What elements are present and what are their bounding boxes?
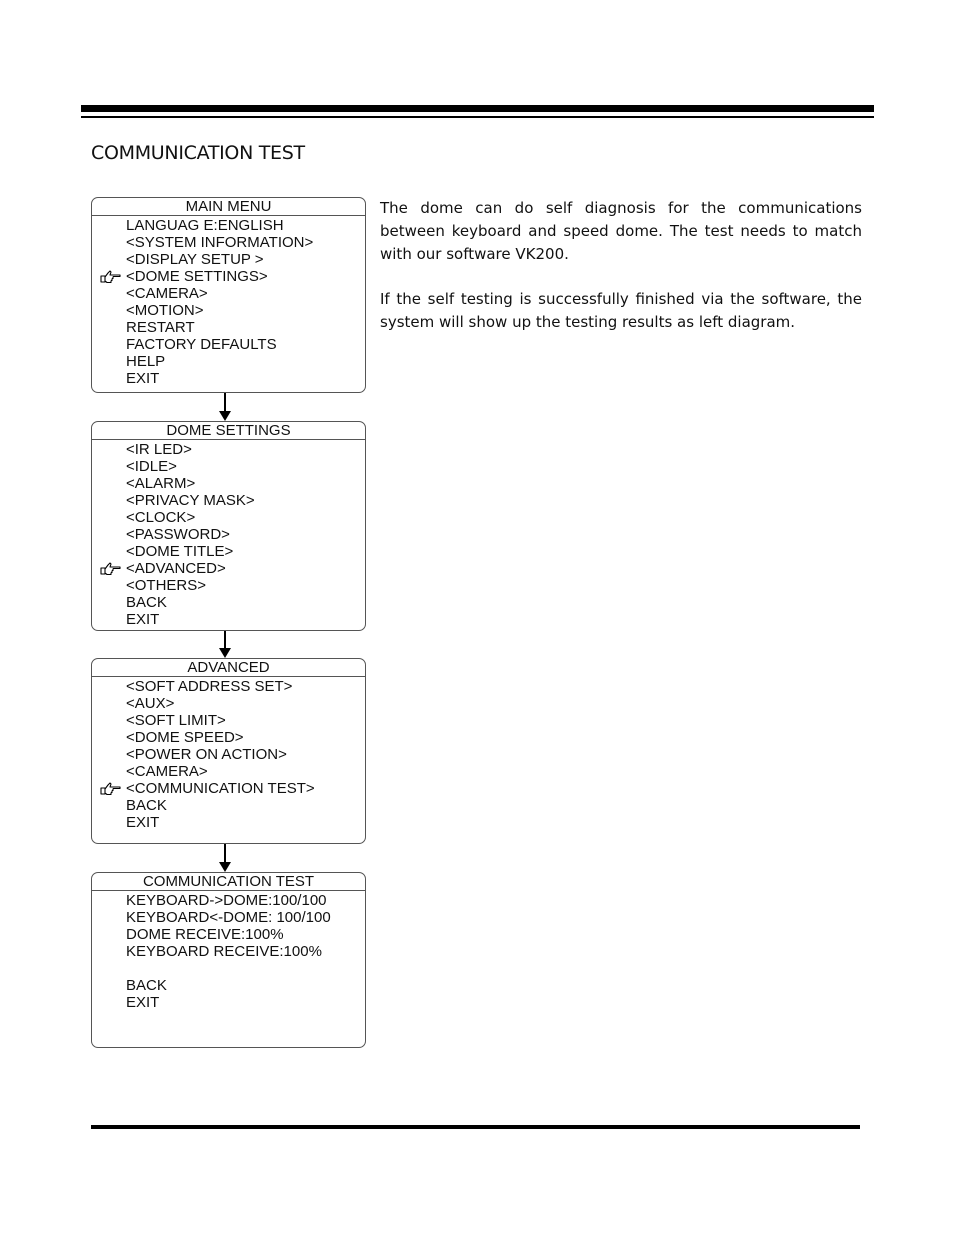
dome-settings-panel [91,421,366,631]
menu-item-camera[interactable]: <CAMERA> [126,763,208,780]
main-menu-title: MAIN MENU [92,198,365,216]
description [380,197,862,356]
menu-item-ir-led[interactable]: <IR LED> [126,441,192,458]
menu-item-back[interactable]: BACK [126,594,167,611]
menu-item-help[interactable]: HELP [126,353,166,370]
menu-item-restart[interactable]: RESTART [126,319,195,336]
menu-item-label: <COMMUNICATION TEST> [126,780,315,797]
advanced-title: ADVANCED [92,659,365,677]
pointing-hand-icon [100,782,122,796]
description-paragraph-1: The dome can do self diagnosis for the communications between keyboard and speed dome. The test needs to match with our software VK200. [380,199,862,263]
header-rule-thin [81,116,874,118]
menu-item-back[interactable]: BACK [126,977,167,994]
result-keyboard-receive: KEYBOARD RECEIVE:100% [126,943,322,960]
menu-item-language[interactable]: LANGUAG E:ENGLISH [126,217,284,234]
menu-item-back[interactable]: BACK [126,797,167,814]
communication-test-title: COMMUNICATION TEST [92,873,365,891]
menu-item-dome-title[interactable]: <DOME TITLE> [126,543,234,560]
menu-item-label: <DOME SETTINGS> [126,268,268,285]
communication-test-list [92,891,365,1011]
header-rule-thick [81,105,874,112]
menu-item-camera[interactable]: <CAMERA> [126,285,208,302]
menu-item-clock[interactable]: <CLOCK> [126,509,196,526]
menu-item-alarm[interactable]: <ALARM> [126,475,196,492]
menu-item-communication-test[interactable] [92,780,365,797]
menu-item-factory-defaults[interactable]: FACTORY DEFAULTS [126,336,277,353]
arrow-down-icon [219,844,231,872]
description-paragraph-2: If the self testing is successfully finished via the software, the system will show up the testing results as left diagram. [380,290,862,331]
menu-item-power-on-action[interactable]: <POWER ON ACTION> [126,746,287,763]
menu-item-soft-limit[interactable]: <SOFT LIMIT> [126,712,226,729]
section-title: COMMUNICATION TEST [91,142,305,164]
menu-item-privacy-mask[interactable]: <PRIVACY MASK> [126,492,255,509]
menu-item-dome-speed[interactable]: <DOME SPEED> [126,729,244,746]
menu-item-others[interactable]: <OTHERS> [126,577,207,594]
result-keyboard-to-dome: KEYBOARD->DOME:100/100 [126,892,327,909]
result-dome-receive: DOME RECEIVE:100% [126,926,284,943]
menu-item-password[interactable]: <PASSWORD> [126,526,230,543]
pointing-hand-icon [100,562,122,576]
menu-item-motion[interactable]: <MOTION> [126,302,204,319]
advanced-list [92,677,365,831]
menu-item-idle[interactable]: <IDLE> [126,458,177,475]
advanced-panel [91,658,366,844]
spacer-row [92,960,365,977]
result-dome-to-keyboard: KEYBOARD<-DOME: 100/100 [126,909,331,926]
menu-item-exit[interactable]: EXIT [126,370,160,387]
menu-item-system-information[interactable]: <SYSTEM INFORMATION> [126,234,314,251]
dome-settings-title: DOME SETTINGS [92,422,365,440]
main-menu-list [92,216,365,387]
dome-settings-list [92,440,365,628]
menu-item-exit[interactable]: EXIT [126,994,160,1011]
menu-item-exit[interactable]: EXIT [126,814,160,831]
menu-item-label: <ADVANCED> [126,560,226,577]
menu-item-soft-address-set[interactable]: <SOFT ADDRESS SET> [126,678,293,695]
communication-test-panel [91,872,366,1048]
arrow-down-icon [219,631,231,658]
menu-item-display-setup[interactable]: <DISPLAY SETUP > [126,251,264,268]
menu-item-advanced[interactable] [92,560,365,577]
menu-item-aux[interactable]: <AUX> [126,695,175,712]
menu-item-dome-settings[interactable] [92,268,365,285]
menu-item-exit[interactable]: EXIT [126,611,160,628]
arrow-down-icon [219,393,231,421]
main-menu-panel [91,197,366,393]
footer-rule [91,1125,860,1129]
pointing-hand-icon [100,270,122,284]
